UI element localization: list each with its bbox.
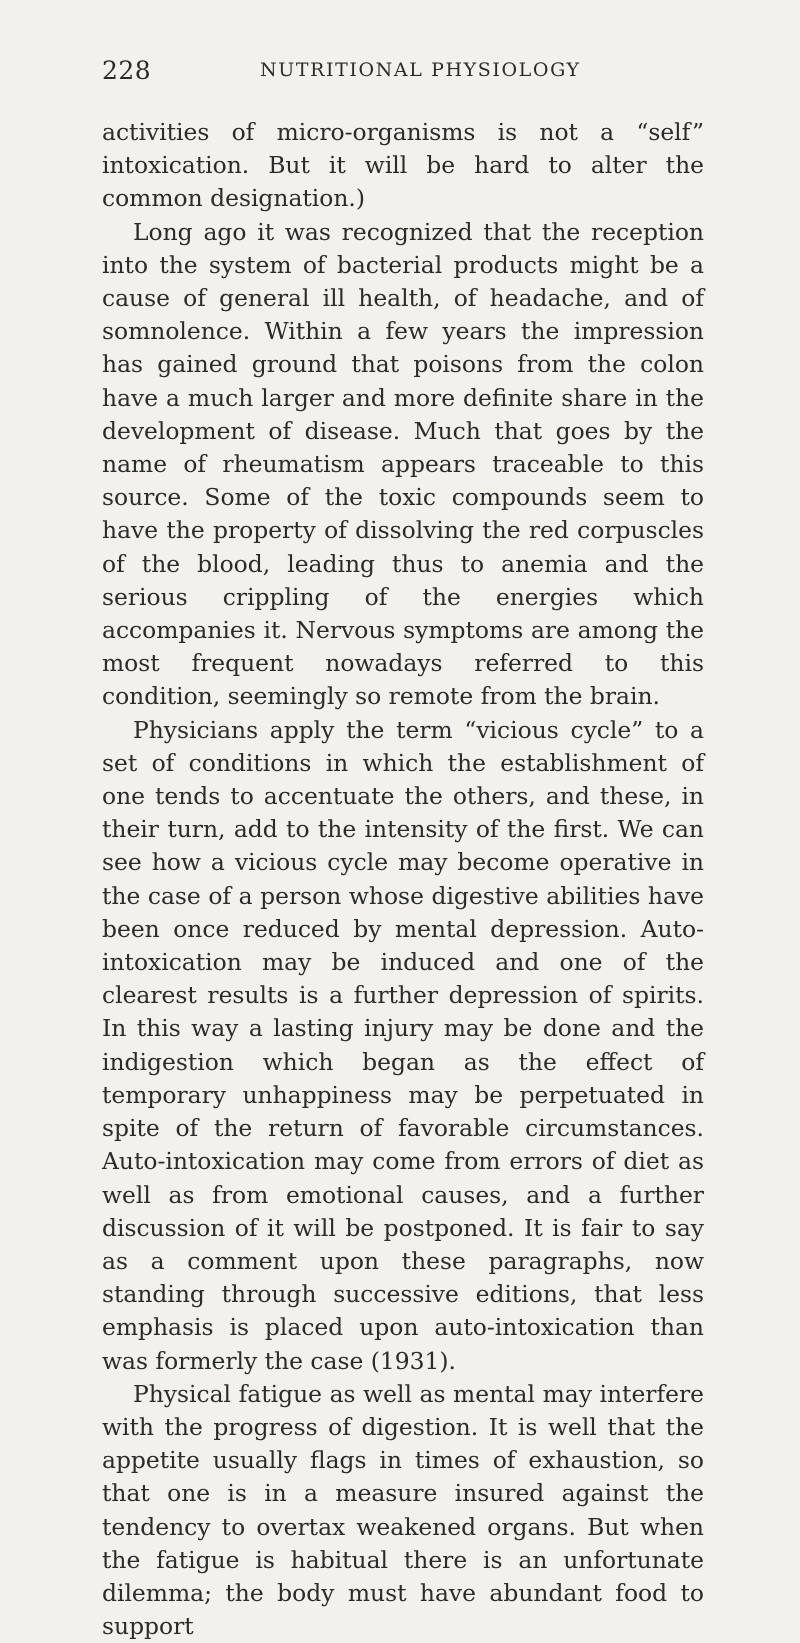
paragraph-bacterial-products: Long ago it was recognized that the reception into the system of bacterial products might be a cause of general ill health, of headache, and of somnolence. Within a few years the impression has gained ground that poisons from the colon have a much larger and more definite share in the development of disease. Much that goes by the name of rheumatism appears traceable to this source. Some of the toxic compounds seem to have the property of dissolving the red corpuscles of the blood, leading thus to anemia and the serious crippling of the energies which accompanies it. Nervous symptoms are among the most frequent nowadays referred to this condition, seemingly so remote from the brain. <box>102 217 704 711</box>
body-text <box>102 116 704 1643</box>
running-head <box>102 56 704 96</box>
running-title: NUTRITIONAL PHYSIOLOGY <box>260 59 581 81</box>
paragraph-vicious-cycle: Physicians apply the term “vicious cycle” to a set of conditions in which the establishment of one tends to accentuate the others, and these, in their turn, add to the intensity of the first. We can see how a vicious cycle may become operative in the case of a person whose digestive abilities have been once reduced by mental depression. Auto-intoxication may be induced and one of the clearest results is a further depression of spirits. In this way a lasting injury may be done and the indigestion which began as the effect of temporary unhappiness may be perpetuated in spite of the return of favorable circumstances. Auto-intoxication may come from errors of diet as well as from emotional causes, and a further discussion of it will be postponed. It is fair to say as a comment upon these paragraphs, now standing through successive editions, that less emphasis is placed upon auto-intoxication than was formerly the case (1931). <box>102 715 704 1375</box>
paragraph-physical-fatigue: Physical fatigue as well as mental may interfere with the progress of digestion. It is well that the appetite usually flags in times of exhaustion, so that one is in a measure insured against the tendency to overtax weakened organs. But when the fatigue is habitual there is an unfortunate dilemma; the body must have abundant food to support <box>102 1379 704 1641</box>
paragraph-continuation: activities of micro-organisms is not a “self” intoxication. But it will be hard to alter the common designation.) <box>102 118 704 213</box>
page-number: 228 <box>102 56 152 85</box>
